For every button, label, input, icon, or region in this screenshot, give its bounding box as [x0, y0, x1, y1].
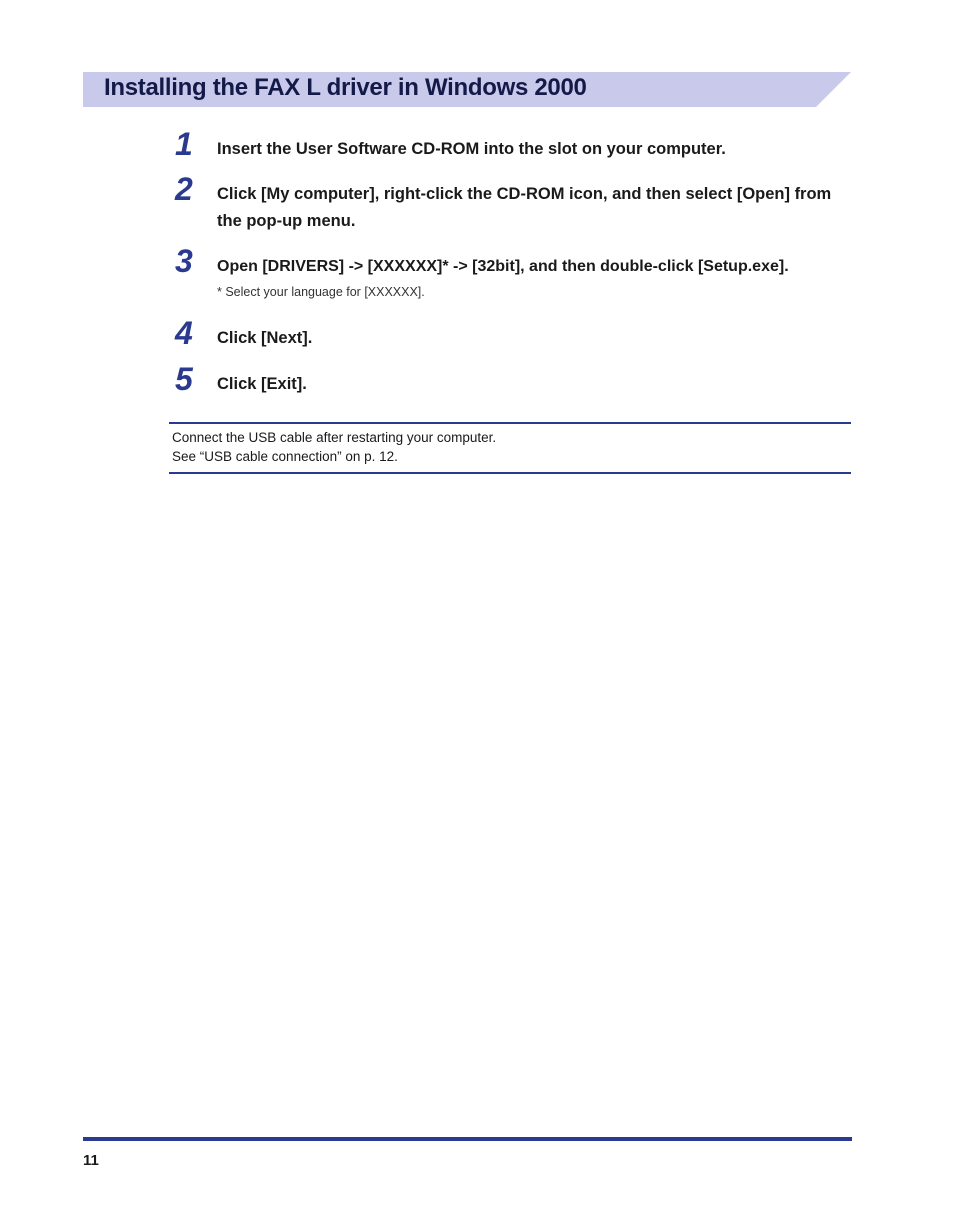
- note-box: [169, 422, 851, 474]
- step-number: 4: [175, 315, 193, 351]
- page-number: 11: [83, 1152, 99, 1169]
- footer-divider: [83, 1137, 852, 1141]
- step-instruction: Click [Next].: [217, 329, 313, 347]
- step-instruction: Click [My computer], right-click the CD-ROM icon, and then select [Open] from the pop-up menu.: [217, 185, 832, 230]
- step-number: 1: [175, 126, 193, 162]
- page-title: Installing the FAX L driver in Windows 2000: [104, 74, 587, 101]
- note-line-1: Connect the USB cable after restarting your computer.: [172, 430, 497, 445]
- step-instruction: Insert the User Software CD-ROM into the slot on your computer.: [217, 140, 726, 158]
- step-number: 2: [175, 171, 193, 207]
- step-number: 5: [175, 361, 193, 397]
- step-instruction: Open [DRIVERS] -> [XXXXXX]* -> [32bit], and then double-click [Setup.exe].: [217, 258, 789, 275]
- section-title-banner: [83, 72, 851, 107]
- step-instruction: Click [Exit].: [217, 375, 307, 393]
- step-footnote: * Select your language for [XXXXXX].: [217, 285, 425, 299]
- note-line-2: See “USB cable connection” on p. 12.: [172, 449, 398, 464]
- step-number: 3: [175, 243, 193, 279]
